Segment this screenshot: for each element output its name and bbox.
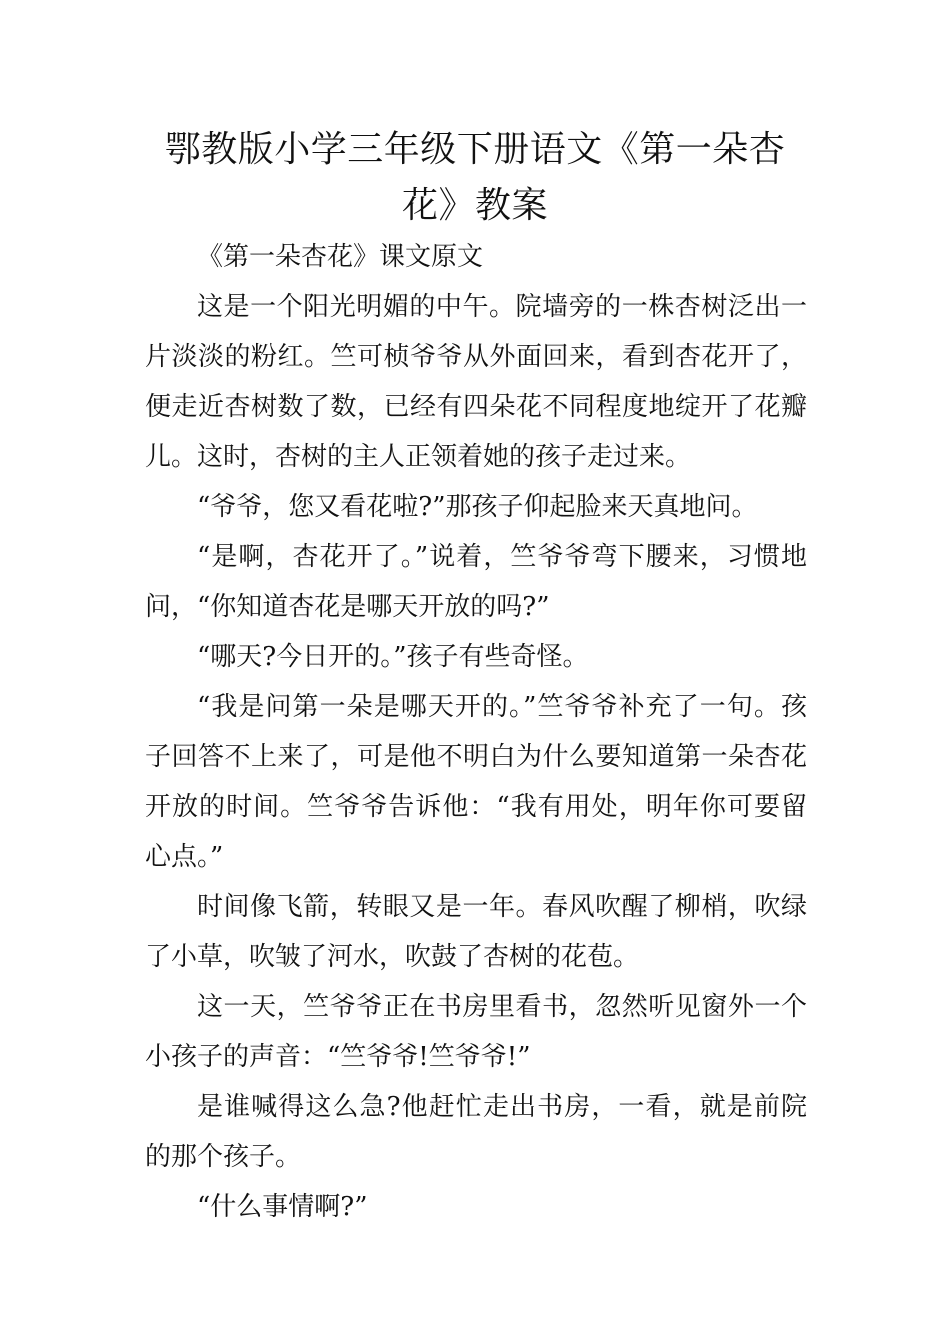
paragraph: 这一天，竺爷爷正在书房里看书，忽然听见窗外一个小孩子的声音：“竺爷爷!竺爷爷!” <box>145 992 807 1072</box>
paragraph: “爷爷，您又看花啦?”那孩子仰起脸来天真地问。 <box>197 492 758 522</box>
document-body <box>145 232 807 1232</box>
paragraph: “是啊，杏花开了。”说着，竺爷爷弯下腰来，习惯地问，“你知道杏花是哪天开放的吗?” <box>145 542 807 622</box>
paragraph: 这是一个阳光明媚的中午。院墙旁的一株杏树泛出一片淡淡的粉红。竺可桢爷爷从外面回来，看到杏花开了，便走近杏树数了数，已经有四朵花不同程度地绽开了花瓣儿。这时，杏树的主人正领着她的孩子走过来。 <box>145 292 807 472</box>
paragraph: 是谁喊得这么急?他赶忙走出书房，一看，就是前院的那个孩子。 <box>145 1092 807 1172</box>
title-line-1: 鄂教版小学三年级下册语文《第一朵杏 <box>164 129 786 170</box>
section-heading: 《第一朵杏花》课文原文 <box>197 242 484 272</box>
document-title <box>145 122 805 234</box>
paragraph: “哪天?今日开的。”孩子有些奇怪。 <box>197 642 589 672</box>
paragraph: “我是问第一朵是哪天开的。”竺爷爷补充了一句。孩子回答不上来了，可是他不明白为什么要知道第一朵杏花开放的时间。竺爷爷告诉他：“我有用处，明年你可要留心点。” <box>145 692 807 872</box>
paragraph: “什么事情啊?” <box>197 1192 368 1222</box>
paragraph: 时间像飞箭，转眼又是一年。春风吹醒了柳梢，吹绿了小草，吹皱了河水，吹鼓了杏树的花苞。 <box>145 892 807 972</box>
title-line-2: 花》教案 <box>401 185 548 226</box>
